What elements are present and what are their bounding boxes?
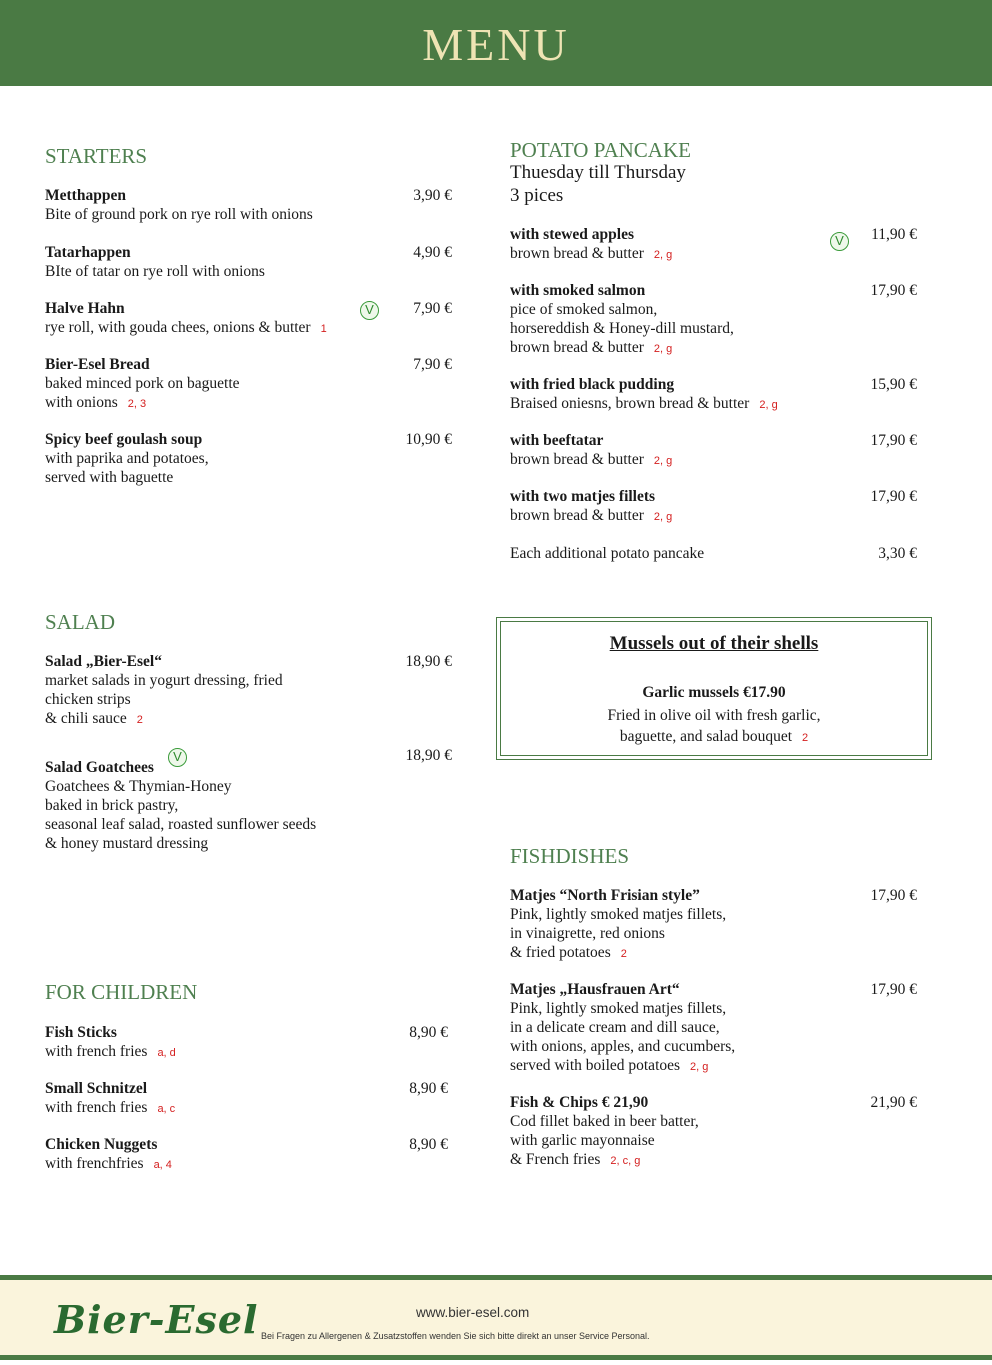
- section-title-pancake: POTATO PANCAKE: [510, 138, 691, 162]
- item-price: 21,90 €: [870, 1094, 917, 1111]
- item-name: Fish & Chips € 21,90: [510, 1094, 649, 1111]
- menu-item: [45, 1135, 172, 1175]
- page-title: MENU: [422, 19, 570, 70]
- item-desc: Goatchees & Thymian-Honey baked in brick pastry, seasonal leaf salad, roasted sunflower seeds & honey mustard dressing: [45, 778, 317, 852]
- allergen-codes: 2, 3: [127, 398, 147, 410]
- mussels-feature-box: [496, 617, 932, 760]
- pancake-days: Thuesday till Thursday: [510, 162, 686, 183]
- item-desc: rye roll, with gouda chees, onions & butter: [45, 319, 311, 336]
- item-name: with beeftatar: [510, 432, 604, 449]
- menu-item: [510, 375, 778, 415]
- item-name: with stewed apples: [510, 226, 635, 243]
- menu-item: [45, 299, 327, 339]
- item-price: 8,90 €: [409, 1080, 448, 1097]
- item-name: Tatarhappen: [45, 244, 131, 261]
- item-price: 18,90 €: [405, 653, 452, 670]
- allergen-codes: 2, g: [690, 1061, 709, 1073]
- item-price: 4,90 €: [413, 244, 452, 261]
- item-price: 7,90 €: [413, 300, 452, 317]
- item-price: 7,90 €: [413, 356, 452, 373]
- item-name: Fish Sticks: [45, 1024, 117, 1041]
- item-price: 17,90 €: [870, 488, 917, 505]
- allergen-codes: 2, g: [653, 249, 673, 261]
- item-desc: Cod fillet baked in beer batter, with garlic mayonnaise & French fries: [510, 1113, 699, 1168]
- item-desc: with frenchfries: [45, 1155, 144, 1172]
- extra-pancake-label: Each additional potato pancake: [510, 545, 705, 562]
- section-title-fish: FISHDISHES: [510, 844, 630, 868]
- menu-item: [510, 980, 735, 1077]
- item-price: 18,90 €: [405, 747, 452, 764]
- item-name: Small Schnitzel: [45, 1080, 148, 1097]
- item-name: Spicy beef goulash soup: [45, 431, 203, 448]
- item-name: Chicken Nuggets: [45, 1136, 158, 1153]
- allergen-codes: a, c: [157, 1103, 176, 1115]
- item-desc: with french fries: [45, 1043, 148, 1060]
- header-banner: [0, 0, 992, 86]
- menu-item: [510, 281, 734, 359]
- item-desc: Bite of ground pork on rye roll with onions: [45, 206, 313, 223]
- item-price: 17,90 €: [870, 981, 917, 998]
- item-desc: market salads in yogurt dressing, fried chicken strips & chili sauce: [45, 672, 283, 727]
- vegetarian-icon: V: [830, 232, 849, 251]
- menu-item: [45, 1023, 176, 1063]
- mussels-subtitle: Garlic mussels €17.90: [642, 684, 786, 701]
- section-title-salad: SALAD: [45, 610, 116, 634]
- allergen-codes: 2: [136, 714, 143, 726]
- item-name: Metthappen: [45, 187, 126, 204]
- item-name: with fried black pudding: [510, 376, 675, 393]
- item-desc: with paprika and potatoes, served with baguette: [45, 450, 209, 486]
- allergen-codes: a, 4: [153, 1159, 172, 1171]
- website-link[interactable]: www.bier-esel.com: [416, 1305, 530, 1320]
- menu-item: [45, 758, 316, 853]
- item-name: with smoked salmon: [510, 282, 646, 299]
- item-desc: Pink, lightly smoked matjes fillets, in vinaigrette, red onions & fried potatoes: [510, 906, 727, 961]
- vegetarian-icon: V: [360, 301, 379, 320]
- allergen-codes: 2, c, g: [610, 1155, 641, 1167]
- item-name: with two matjes fillets: [510, 488, 656, 505]
- vegetarian-icon: V: [168, 748, 187, 767]
- allergen-codes: 2: [802, 732, 809, 744]
- allergen-codes: 2: [620, 948, 627, 960]
- menu-item: [45, 652, 283, 730]
- allergen-codes: 2, g: [653, 455, 673, 467]
- menu-item: [510, 225, 672, 265]
- item-name: Matjes „Hausfrauen Art“: [510, 981, 680, 998]
- item-desc: baked minced pork on baguette with onions: [45, 375, 240, 411]
- item-price: 3,90 €: [413, 187, 452, 204]
- menu-item: [510, 431, 672, 471]
- allergen-note: Bei Fragen zu Allergenen & Zusatzstoffen wenden Sie sich bitte direkt an unser Service Personal.: [261, 1331, 650, 1341]
- allergen-codes: 2, g: [759, 399, 778, 411]
- item-name: Bier-Esel Bread: [45, 356, 150, 373]
- menu-item: [510, 886, 726, 964]
- menu-item: [45, 430, 209, 487]
- item-price: 8,90 €: [409, 1136, 448, 1153]
- mussels-title: Mussels out of their shells: [609, 633, 819, 654]
- item-desc: with french fries: [45, 1099, 148, 1116]
- menu-item: [45, 243, 265, 281]
- section-title-children: FOR CHILDREN: [45, 980, 198, 1004]
- item-price: 15,90 €: [870, 376, 917, 393]
- menu-item: [510, 487, 672, 527]
- mussels-desc: Fried in olive oil with fresh garlic, baguette, and salad bouquet: [607, 707, 821, 745]
- allergen-codes: a, d: [157, 1047, 176, 1059]
- item-desc: brown bread & butter: [510, 451, 644, 468]
- menu-item: [45, 355, 240, 414]
- item-desc: brown bread & butter: [510, 245, 644, 262]
- menu-item: [45, 1079, 175, 1119]
- footer-border-bottom: [0, 1355, 992, 1360]
- item-desc: brown bread & butter: [510, 507, 644, 524]
- item-price: 17,90 €: [870, 282, 917, 299]
- item-price: 10,90 €: [405, 431, 452, 448]
- item-price: 17,90 €: [870, 887, 917, 904]
- menu-item: [510, 1093, 699, 1171]
- item-price: 8,90 €: [409, 1024, 448, 1041]
- pancake-count: 3 pices: [510, 185, 564, 206]
- item-name: Matjes “North Frisian style”: [510, 887, 700, 904]
- allergen-codes: 2, g: [653, 343, 673, 355]
- allergen-codes: 2, g: [653, 511, 673, 523]
- item-desc: BIte of tatar on rye roll with onions: [45, 263, 265, 280]
- item-desc: pice of smoked salmon, horsereddish & Honey-dill mustard, brown bread & butter: [510, 301, 734, 356]
- allergen-codes: 1: [320, 323, 327, 335]
- item-name: Salad „Bier-Esel“: [45, 653, 162, 670]
- item-price: 17,90 €: [870, 432, 917, 449]
- item-name: Salad Goatchees: [45, 759, 154, 776]
- menu-item: [45, 186, 313, 224]
- brand-logo: Bier-Esel: [54, 1297, 259, 1342]
- item-desc: Braised oniesns, brown bread & butter: [510, 395, 750, 412]
- extra-pancake-price: 3,30 €: [878, 545, 917, 562]
- section-title-starters: STARTERS: [45, 144, 148, 168]
- item-price: 11,90 €: [871, 226, 917, 243]
- item-name: Halve Hahn: [45, 300, 125, 317]
- item-desc: Pink, lightly smoked matjes fillets, in a delicate cream and dill sauce, with onions, apples, and cucumbers, served with boiled potatoes: [510, 1000, 736, 1074]
